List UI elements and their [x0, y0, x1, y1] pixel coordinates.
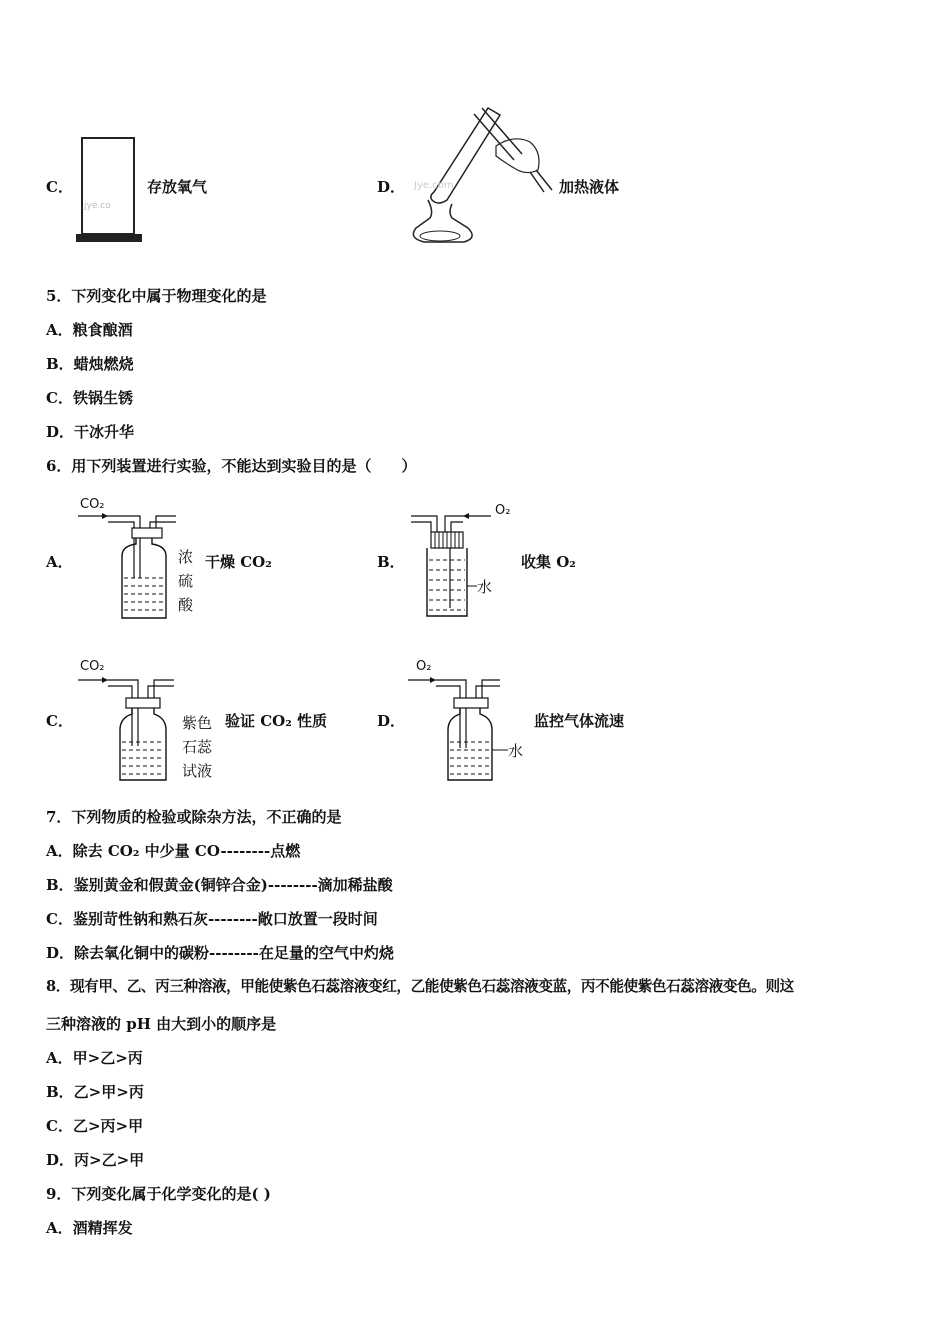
svg-text:CO₂: CO₂	[80, 659, 105, 674]
q7-option-a[interactable]: A．除去 CO₂ 中少量 CO--------点燃	[46, 842, 301, 860]
q7-option-c[interactable]: C．鉴别苛性钠和熟石灰--------敞口放置一段时间	[46, 910, 378, 928]
collection-bottle-figure	[405, 496, 523, 620]
q4-option-c-letter: C．	[46, 178, 73, 196]
q5-option-c[interactable]: C．铁锅生锈	[46, 389, 133, 407]
q6-option-d-letter: D．	[377, 712, 406, 730]
svg-text:O₂: O₂	[495, 503, 511, 518]
q8-stem-line2: 三种溶液的 pH 由大到小的顺序是	[46, 1015, 277, 1033]
q6-option-b-letter: B．	[377, 553, 405, 571]
q7-option-d[interactable]: D．除去氧化铜中的碳粉--------在足量的空气中灼烧	[46, 944, 394, 962]
q6-option-a-caption: 干燥 CO₂	[205, 553, 272, 571]
flow-monitor-bottle-figure	[404, 652, 534, 784]
q6-option-a-letter: A．	[46, 553, 73, 571]
heating-liquid-figure	[404, 100, 556, 250]
q6-option-c-letter: C．	[46, 712, 73, 730]
q6-option-c-caption: 验证 CO₂ 性质	[225, 712, 328, 730]
q4-option-c-caption: 存放氧气	[147, 178, 208, 196]
q8-option-d[interactable]: D．丙>乙>甲	[46, 1151, 145, 1169]
q5-stem: 5．下列变化中属于物理变化的是	[46, 287, 267, 305]
svg-text:酸: 酸	[178, 596, 194, 614]
svg-text:CO₂: CO₂	[80, 497, 105, 512]
q7-option-b[interactable]: B．鉴别黄金和假黄金(铜锌合金)--------滴加稀盐酸	[46, 876, 393, 894]
svg-text:水: 水	[508, 742, 524, 760]
q8-option-b[interactable]: B．乙>甲>丙	[46, 1083, 144, 1101]
q7-stem: 7．下列物质的检验或除杂方法，不正确的是	[46, 808, 342, 826]
svg-text:试液: 试液	[182, 762, 213, 780]
q5-option-d[interactable]: D．干冰升华	[46, 423, 135, 441]
q8-option-c[interactable]: C．乙>丙>甲	[46, 1117, 144, 1135]
q5-option-a[interactable]: A．粮食酿酒	[46, 321, 133, 339]
q5-option-b[interactable]: B．蜡烛燃烧	[46, 355, 134, 373]
q9-stem: 9．下列变化属于化学变化的是( )	[46, 1185, 271, 1203]
q9-option-a[interactable]: A．酒精挥发	[46, 1219, 133, 1237]
q8-stem-line1: 8．现有甲、乙、丙三种溶液，甲能使紫色石蕊溶液变红，乙能使紫色石蕊溶液变蓝，丙不能使紫色石蕊溶液变色。则这	[46, 978, 794, 995]
svg-text:水: 水	[477, 578, 493, 596]
svg-text:石蕊: 石蕊	[182, 738, 213, 756]
svg-text:紫色: 紫色	[182, 714, 213, 732]
svg-text:浓: 浓	[178, 548, 194, 566]
q8-option-a[interactable]: A．甲>乙>丙	[46, 1049, 143, 1067]
q6-option-d-caption: 监控气体流速	[534, 712, 625, 730]
litmus-bottle-figure	[72, 652, 224, 784]
q6-stem: 6．用下列装置进行实验，不能达到实验目的是（ ）	[46, 457, 417, 475]
svg-text:Jye.com: Jye.com	[414, 180, 454, 191]
svg-text:硫: 硫	[178, 572, 194, 590]
gas-jar-figure	[72, 134, 148, 248]
drying-bottle-figure	[72, 490, 204, 620]
q4-option-d-letter: D．	[377, 178, 406, 196]
svg-text:O₂: O₂	[416, 659, 432, 674]
q6-option-b-caption: 收集 O₂	[521, 553, 576, 571]
svg-text:jye.co: jye.co	[84, 201, 111, 211]
q4-option-d-caption: 加热液体	[559, 178, 620, 196]
